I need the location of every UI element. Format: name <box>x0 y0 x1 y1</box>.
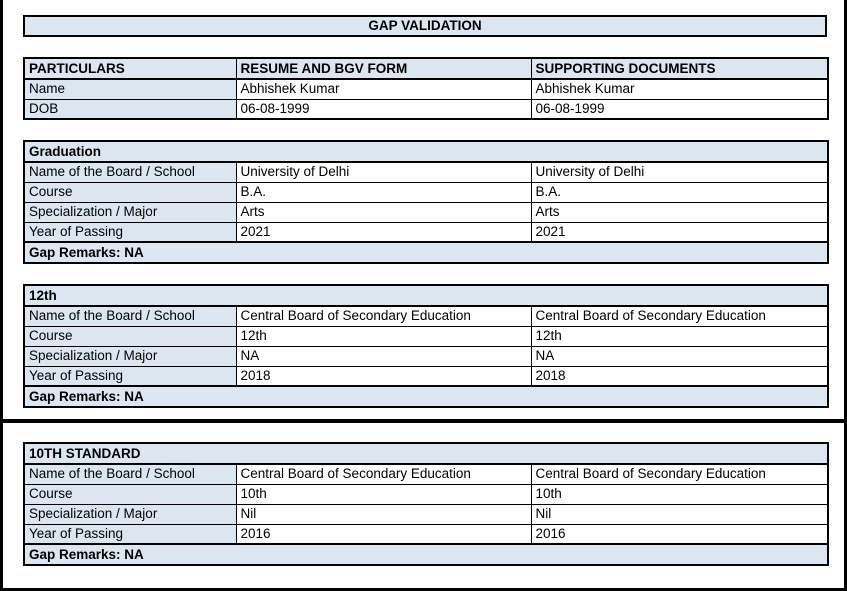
label-cell: DOB <box>24 99 236 119</box>
label-cell: Year of Passing <box>24 222 236 242</box>
gap-remarks-cell: Gap Remarks: NA <box>24 386 828 407</box>
value-cell: Nil <box>531 504 828 524</box>
section-header-row <box>24 141 828 162</box>
table-row-course <box>24 182 828 202</box>
table-row-board <box>24 162 828 182</box>
table-row-year <box>24 366 828 386</box>
table-row-course <box>24 484 828 504</box>
value-cell: Central Board of Secondary Education <box>531 464 828 484</box>
header-cell-supporting: SUPPORTING DOCUMENTS <box>531 58 828 79</box>
label-cell: Specialization / Major <box>24 346 236 366</box>
table-row-board <box>24 464 828 484</box>
label-cell: Year of Passing <box>24 524 236 544</box>
section-table-graduation <box>23 140 829 264</box>
table-row-board <box>24 306 828 326</box>
value-cell: 2018 <box>531 366 828 386</box>
value-cell: B.A. <box>236 182 531 202</box>
section-table-12th <box>23 284 829 408</box>
label-cell: Name of the Board / School <box>24 464 236 484</box>
label-cell: Course <box>24 326 236 346</box>
particulars-table <box>23 57 829 120</box>
value-cell: B.A. <box>531 182 828 202</box>
value-cell: Abhishek Kumar <box>236 79 531 99</box>
table-header-row <box>24 58 828 79</box>
value-cell: Central Board of Secondary Education <box>531 306 828 326</box>
section-title-cell: Graduation <box>24 141 828 162</box>
label-cell: Course <box>24 182 236 202</box>
value-cell: 2021 <box>531 222 828 242</box>
label-cell: Specialization / Major <box>24 202 236 222</box>
value-cell: 06-08-1999 <box>531 99 828 119</box>
value-cell: University of Delhi <box>531 162 828 182</box>
gap-remarks-row <box>24 242 828 263</box>
value-cell: NA <box>236 346 531 366</box>
gap-remarks-row <box>24 544 828 565</box>
section-header-row <box>24 285 828 306</box>
label-cell: Course <box>24 484 236 504</box>
value-cell: Nil <box>236 504 531 524</box>
value-cell: 12th <box>531 326 828 346</box>
value-cell: Central Board of Secondary Education <box>236 306 531 326</box>
page-title: GAP VALIDATION <box>23 15 827 37</box>
value-cell: Central Board of Secondary Education <box>236 464 531 484</box>
header-cell-particulars: PARTICULARS <box>24 58 236 79</box>
label-cell: Specialization / Major <box>24 504 236 524</box>
table-row-specialization <box>24 504 828 524</box>
value-cell: 2021 <box>236 222 531 242</box>
label-cell: Year of Passing <box>24 366 236 386</box>
value-cell: 10th <box>236 484 531 504</box>
table-row-name <box>24 79 828 99</box>
value-cell: 06-08-1999 <box>236 99 531 119</box>
value-cell: 2016 <box>236 524 531 544</box>
value-cell: 2016 <box>531 524 828 544</box>
label-cell: Name <box>24 79 236 99</box>
section-title-cell: 12th <box>24 285 828 306</box>
lower-document-box <box>0 423 847 591</box>
value-cell: University of Delhi <box>236 162 531 182</box>
table-row-course <box>24 326 828 346</box>
header-cell-resume: RESUME AND BGV FORM <box>236 58 531 79</box>
value-cell: NA <box>531 346 828 366</box>
table-row-specialization <box>24 202 828 222</box>
label-cell: Name of the Board / School <box>24 306 236 326</box>
table-row-year <box>24 524 828 544</box>
section-title-cell: 10TH STANDARD <box>24 443 828 464</box>
value-cell: Arts <box>236 202 531 222</box>
section-table-10th <box>23 442 829 566</box>
table-row-specialization <box>24 346 828 366</box>
gap-remarks-cell: Gap Remarks: NA <box>24 544 828 565</box>
value-cell: 12th <box>236 326 531 346</box>
value-cell: Arts <box>531 202 828 222</box>
gap-remarks-cell: Gap Remarks: NA <box>24 242 828 263</box>
label-cell: Name of the Board / School <box>24 162 236 182</box>
value-cell: 10th <box>531 484 828 504</box>
gap-remarks-row <box>24 386 828 407</box>
table-row-year <box>24 222 828 242</box>
section-header-row <box>24 443 828 464</box>
value-cell: Abhishek Kumar <box>531 79 828 99</box>
value-cell: 2018 <box>236 366 531 386</box>
table-row-dob <box>24 99 828 119</box>
